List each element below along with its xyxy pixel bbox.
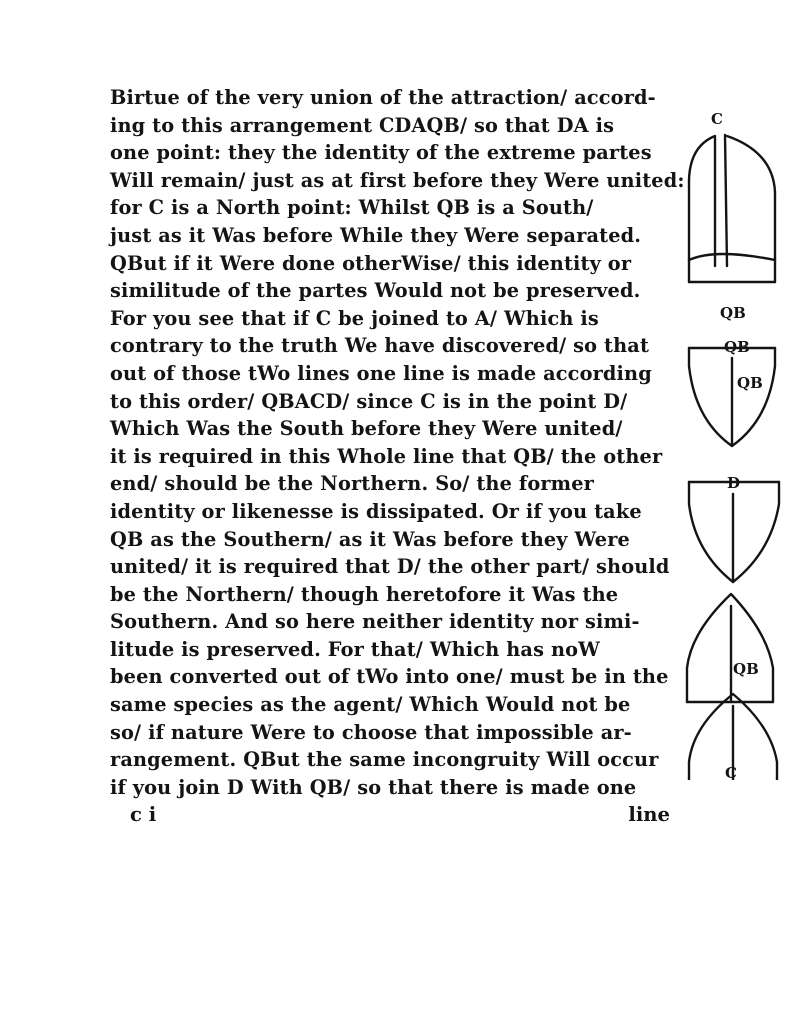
diagram-label-qb: QB xyxy=(724,338,750,356)
text-line: been converted out of tWo into one/ must be in the xyxy=(110,665,669,689)
text-line: same species as the agent/ Which Would not be xyxy=(110,693,631,717)
text-line: just as it Was before While they Were separated. xyxy=(110,223,642,247)
text-line: be the Northern/ though heretofore it Was the xyxy=(110,582,619,606)
text-line: rangement. QBut the same incongruity Will occur xyxy=(110,748,659,772)
text-line: QB as the Southern/ as it Was before they Were xyxy=(110,527,630,551)
text-line: so/ if nature Were to choose that impossible ar‐ xyxy=(110,720,632,744)
text-line: Southern. And so here neither identity nor simi‐ xyxy=(110,610,640,634)
diagram-label-d: D xyxy=(727,474,741,492)
text-line: it is required in this Whole line that QB/ the other xyxy=(110,444,663,468)
text-line: QBut if it Were done otherWise/ this identity or xyxy=(110,251,632,275)
text-line: if you join D With QB/ so that there is made one xyxy=(110,775,637,799)
text-line: contrary to the truth We have discovered/ so that xyxy=(110,334,650,358)
text-line: Will remain/ just as at first before they Were united: xyxy=(110,168,685,192)
diagram-label-c: C xyxy=(725,764,737,780)
signature-mark: c i xyxy=(130,803,157,827)
text-line: Which Was the South before they Were united/ xyxy=(110,417,623,441)
diagram-label-qb: QB xyxy=(737,374,763,392)
text-block xyxy=(110,84,685,829)
text-line: out of those tWo lines one line is made according xyxy=(110,361,652,385)
text-line: end/ should be the Northern. So/ the former xyxy=(110,472,595,496)
figure-3 xyxy=(687,594,777,780)
diagram-label-qb: QB xyxy=(733,660,759,678)
catchword: line xyxy=(628,803,670,827)
text-line: united/ it is required that D/ the other part/ should xyxy=(110,555,670,579)
text-line: ing to this arrangement CDAQB/ so that DA is xyxy=(110,113,615,137)
text-line: Birtue of the very union of the attraction/ accord‐ xyxy=(110,86,656,109)
diagram-label-c: C xyxy=(711,110,723,128)
diagram-label-qb: QB xyxy=(720,304,746,322)
terrella-diagrams xyxy=(675,90,795,780)
text-line: one point: they the identity of the extreme partes xyxy=(110,141,652,165)
text-line: For you see that if C be joined to A/ Which is xyxy=(110,306,599,330)
figure-1 xyxy=(689,135,775,282)
figure-2 xyxy=(689,348,779,582)
text-line: to this order/ QBACD/ since C is in the point D/ xyxy=(110,389,628,413)
text-line: for C is a North point: Whilst QB is a South/ xyxy=(110,196,594,220)
text-line: identity or likenesse is dissipated. Or if you take xyxy=(110,499,642,523)
text-line: similitude of the partes Would not be preserved. xyxy=(110,279,641,303)
footer-line xyxy=(110,801,670,829)
margin-diagrams xyxy=(675,90,795,780)
text-line: litude is preserved. For that/ Which has noW xyxy=(110,637,600,661)
